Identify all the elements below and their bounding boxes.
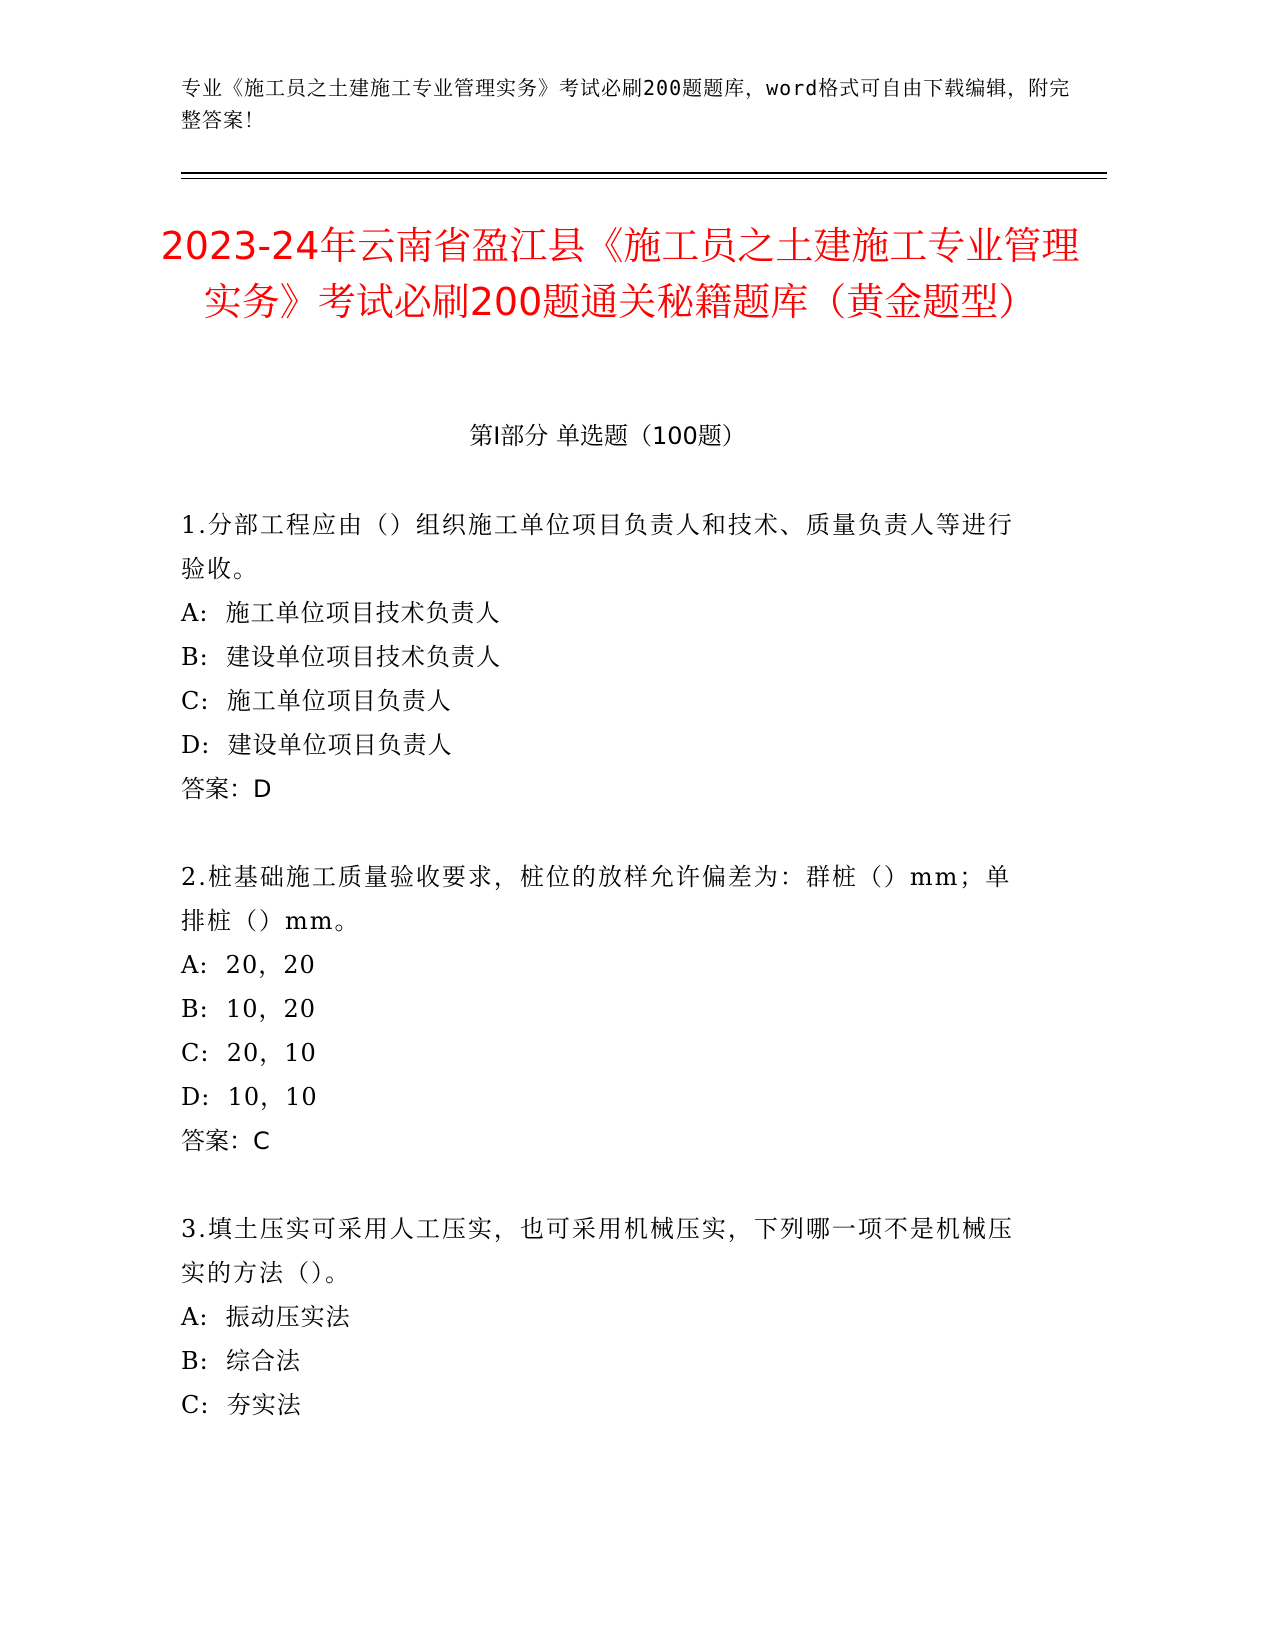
header-divider-thick — [181, 172, 1107, 174]
option-b: B: 10，20 — [181, 995, 317, 1023]
section-title: 第Ⅰ部分 单选题（100题） — [469, 422, 746, 450]
question-list — [181, 503, 1021, 1471]
option-b: B: 建设单位项目技术负责人 — [181, 643, 501, 671]
option-c: C: 20，10 — [181, 1039, 317, 1067]
answer: 答案：C — [181, 1127, 270, 1155]
option-a: A: 20，20 — [181, 951, 316, 979]
header-note: 专业《施工员之土建施工专业管理实务》考试必刷200题题库，word格式可自由下载编辑，附完整答案！ — [181, 76, 1071, 132]
option-c: C: 夯实法 — [181, 1391, 302, 1419]
question-stem: 1.分部工程应由（）组织施工单位项目负责人和技术、质量负责人等进行验收。 — [181, 511, 1014, 583]
question-stem: 3.填土压实可采用人工压实，也可采用机械压实，下列哪一项不是机械压实的方法（）。 — [181, 1215, 1014, 1287]
option-d: D: 建设单位项目负责人 — [181, 731, 453, 759]
option-a: A: 施工单位项目技术负责人 — [181, 599, 501, 627]
question-item — [181, 1207, 1021, 1427]
header-divider-thin — [181, 178, 1107, 179]
option-d: D: 10，10 — [181, 1083, 318, 1111]
document-title: 2023-24年云南省盈江县《施工员之土建施工专业管理实务》考试必刷200题通关秘籍题库（黄金题型） — [160, 224, 1080, 324]
option-a: A: 振动压实法 — [181, 1303, 351, 1331]
question-stem: 2.桩基础施工质量验收要求，桩位的放样允许偏差为：群桩（）mm；单排桩（）mm。 — [181, 863, 1012, 935]
option-b: B: 综合法 — [181, 1347, 301, 1375]
question-item — [181, 503, 1021, 811]
question-item — [181, 855, 1021, 1163]
option-c: C: 施工单位项目负责人 — [181, 687, 452, 715]
answer: 答案：D — [181, 775, 272, 803]
